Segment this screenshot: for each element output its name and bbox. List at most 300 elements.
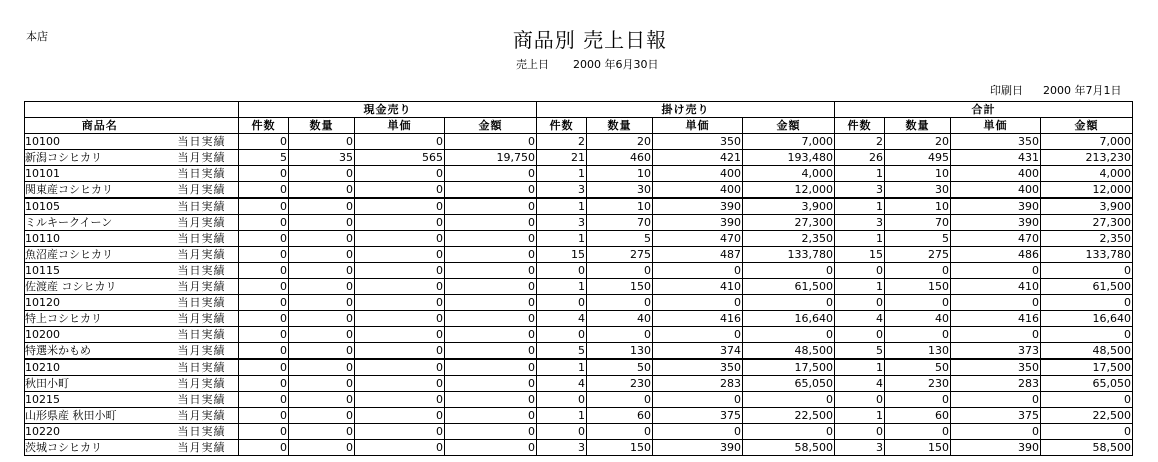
value-total-count: 1	[835, 279, 885, 295]
value-total-amount: 27,300	[1041, 215, 1133, 231]
value-cash-unit-price: 0	[355, 440, 445, 456]
result-kind: 当日実績	[175, 198, 239, 215]
value-credit-amount: 22,500	[743, 408, 835, 424]
value-total-count: 3	[835, 215, 885, 231]
value-credit-unit-price: 390	[653, 198, 743, 215]
value-credit-unit-price: 350	[653, 359, 743, 376]
value-total-unit-price: 0	[951, 392, 1041, 408]
product-name: 新潟コシヒカリ	[25, 150, 175, 166]
result-kind: 当日実績	[175, 295, 239, 311]
value-cash-amount: 19,750	[445, 150, 537, 166]
value-cash-unit-price: 0	[355, 215, 445, 231]
print-date-label: 印刷日	[990, 84, 1023, 97]
value-credit-count: 1	[537, 279, 587, 295]
value-total-count: 0	[835, 263, 885, 279]
value-total-count: 15	[835, 247, 885, 263]
value-credit-amount: 4,000	[743, 166, 835, 182]
result-kind: 当月実績	[175, 440, 239, 456]
sub-header-credit-qty: 数量	[587, 118, 653, 134]
value-total-unit-price: 0	[951, 424, 1041, 440]
value-cash-qty: 0	[289, 343, 355, 360]
product-code: 10210	[25, 359, 175, 376]
value-cash-count: 0	[239, 263, 289, 279]
sub-header-total-amount: 金額	[1041, 118, 1133, 134]
value-credit-qty: 50	[587, 359, 653, 376]
table-row	[25, 440, 1133, 456]
value-total-count: 3	[835, 440, 885, 456]
table-row	[25, 359, 1133, 376]
value-credit-amount: 58,500	[743, 440, 835, 456]
value-credit-unit-price: 390	[653, 215, 743, 231]
value-credit-count: 21	[537, 150, 587, 166]
value-cash-amount: 0	[445, 376, 537, 392]
value-total-amount: 12,000	[1041, 182, 1133, 199]
value-total-amount: 58,500	[1041, 440, 1133, 456]
value-cash-amount: 0	[445, 263, 537, 279]
product-code: 10220	[25, 424, 175, 440]
value-total-amount: 3,900	[1041, 198, 1133, 215]
value-cash-qty: 0	[289, 440, 355, 456]
value-total-amount: 48,500	[1041, 343, 1133, 360]
table-row	[25, 376, 1133, 392]
sub-header-row	[25, 118, 1133, 134]
store-name: 本店	[26, 30, 48, 43]
value-credit-unit-price: 410	[653, 279, 743, 295]
value-credit-qty: 230	[587, 376, 653, 392]
value-credit-count: 1	[537, 408, 587, 424]
product-name: ミルキークイーン	[25, 215, 175, 231]
value-cash-amount: 0	[445, 343, 537, 360]
value-cash-count: 0	[239, 408, 289, 424]
table-row	[25, 150, 1133, 166]
value-total-unit-price: 375	[951, 408, 1041, 424]
value-total-amount: 16,640	[1041, 311, 1133, 327]
value-cash-amount: 0	[445, 182, 537, 199]
value-total-amount: 213,230	[1041, 150, 1133, 166]
result-kind: 当日実績	[175, 166, 239, 182]
value-credit-amount: 16,640	[743, 311, 835, 327]
value-cash-qty: 0	[289, 327, 355, 343]
value-credit-qty: 0	[587, 295, 653, 311]
value-cash-count: 0	[239, 166, 289, 182]
value-cash-qty: 0	[289, 295, 355, 311]
value-cash-unit-price: 0	[355, 392, 445, 408]
group-header-credit: 掛け売り	[537, 102, 835, 118]
value-credit-unit-price: 416	[653, 311, 743, 327]
value-total-count: 1	[835, 408, 885, 424]
table-row	[25, 279, 1133, 295]
value-cash-unit-price: 0	[355, 295, 445, 311]
value-credit-qty: 20	[587, 134, 653, 150]
value-cash-count: 5	[239, 150, 289, 166]
product-name-header: 商品名	[25, 118, 175, 134]
table-row	[25, 408, 1133, 424]
value-credit-amount: 27,300	[743, 215, 835, 231]
value-total-count: 4	[835, 376, 885, 392]
value-credit-count: 1	[537, 198, 587, 215]
value-credit-count: 5	[537, 343, 587, 360]
value-total-qty: 5	[885, 231, 951, 247]
value-credit-qty: 70	[587, 215, 653, 231]
value-credit-unit-price: 470	[653, 231, 743, 247]
result-kind: 当月実績	[175, 150, 239, 166]
value-credit-count: 1	[537, 359, 587, 376]
table-row	[25, 311, 1133, 327]
blank-header	[25, 102, 239, 118]
value-cash-qty: 0	[289, 182, 355, 199]
value-cash-count: 0	[239, 215, 289, 231]
value-credit-amount: 0	[743, 424, 835, 440]
value-total-count: 1	[835, 359, 885, 376]
value-cash-qty: 0	[289, 311, 355, 327]
value-total-amount: 17,500	[1041, 359, 1133, 376]
value-total-count: 1	[835, 231, 885, 247]
value-total-amount: 4,000	[1041, 166, 1133, 182]
product-code: 10101	[25, 166, 175, 182]
product-code: 10105	[25, 198, 175, 215]
value-credit-unit-price: 0	[653, 424, 743, 440]
product-name: 特選米かもめ	[25, 343, 175, 360]
value-credit-unit-price: 375	[653, 408, 743, 424]
value-cash-qty: 0	[289, 279, 355, 295]
table-row	[25, 182, 1133, 199]
value-total-qty: 0	[885, 295, 951, 311]
value-credit-qty: 130	[587, 343, 653, 360]
product-name: 佐渡産 コシヒカリ	[25, 279, 175, 295]
value-credit-qty: 275	[587, 247, 653, 263]
value-credit-qty: 0	[587, 392, 653, 408]
kind-header	[175, 118, 239, 134]
value-cash-unit-price: 0	[355, 327, 445, 343]
result-kind: 当日実績	[175, 392, 239, 408]
value-credit-count: 3	[537, 440, 587, 456]
value-cash-count: 0	[239, 295, 289, 311]
value-total-unit-price: 373	[951, 343, 1041, 360]
value-total-count: 0	[835, 424, 885, 440]
value-cash-unit-price: 0	[355, 376, 445, 392]
value-total-unit-price: 416	[951, 311, 1041, 327]
value-cash-amount: 0	[445, 327, 537, 343]
value-total-unit-price: 0	[951, 327, 1041, 343]
result-kind: 当月実績	[175, 343, 239, 360]
value-total-unit-price: 390	[951, 198, 1041, 215]
value-total-qty: 230	[885, 376, 951, 392]
value-credit-amount: 0	[743, 327, 835, 343]
value-cash-amount: 0	[445, 134, 537, 150]
value-cash-amount: 0	[445, 279, 537, 295]
value-credit-count: 0	[537, 392, 587, 408]
value-cash-count: 0	[239, 279, 289, 295]
table-row	[25, 134, 1133, 150]
result-kind: 当月実績	[175, 182, 239, 199]
sale-date-label: 売上日	[516, 58, 549, 71]
value-cash-count: 0	[239, 424, 289, 440]
value-total-unit-price: 283	[951, 376, 1041, 392]
product-name: 山形県産 秋田小町	[25, 408, 175, 424]
sub-header-total-count: 件数	[835, 118, 885, 134]
sub-header-cash-qty: 数量	[289, 118, 355, 134]
value-credit-amount: 61,500	[743, 279, 835, 295]
value-cash-amount: 0	[445, 408, 537, 424]
sales-report-table	[24, 101, 1133, 456]
sub-header-cash-count: 件数	[239, 118, 289, 134]
group-header-row	[25, 102, 1133, 118]
value-total-qty: 495	[885, 150, 951, 166]
result-kind: 当月実績	[175, 408, 239, 424]
product-name: 茨城コシヒカリ	[25, 440, 175, 456]
print-date	[990, 82, 1122, 98]
value-cash-unit-price: 0	[355, 134, 445, 150]
sub-header-total-qty: 数量	[885, 118, 951, 134]
result-kind: 当月実績	[175, 279, 239, 295]
value-cash-amount: 0	[445, 295, 537, 311]
value-total-count: 26	[835, 150, 885, 166]
value-credit-amount: 2,350	[743, 231, 835, 247]
value-cash-amount: 0	[445, 166, 537, 182]
value-total-amount: 65,050	[1041, 376, 1133, 392]
value-total-amount: 0	[1041, 327, 1133, 343]
product-name: 魚沼産コシヒカリ	[25, 247, 175, 263]
value-credit-unit-price: 283	[653, 376, 743, 392]
value-total-qty: 0	[885, 263, 951, 279]
value-credit-count: 0	[537, 263, 587, 279]
value-total-amount: 2,350	[1041, 231, 1133, 247]
value-credit-qty: 150	[587, 440, 653, 456]
value-cash-amount: 0	[445, 198, 537, 215]
value-total-qty: 0	[885, 424, 951, 440]
value-cash-amount: 0	[445, 424, 537, 440]
table-row	[25, 424, 1133, 440]
group-header-cash: 現金売り	[239, 102, 537, 118]
value-total-qty: 150	[885, 279, 951, 295]
value-credit-amount: 3,900	[743, 198, 835, 215]
result-kind: 当日実績	[175, 359, 239, 376]
value-cash-count: 0	[239, 392, 289, 408]
value-total-qty: 30	[885, 182, 951, 199]
value-credit-qty: 10	[587, 198, 653, 215]
value-credit-count: 4	[537, 376, 587, 392]
value-cash-amount: 0	[445, 440, 537, 456]
product-name: 関東産コシヒカリ	[25, 182, 175, 199]
product-name: 秋田小町	[25, 376, 175, 392]
value-credit-amount: 48,500	[743, 343, 835, 360]
value-total-amount: 22,500	[1041, 408, 1133, 424]
value-cash-count: 0	[239, 134, 289, 150]
value-total-count: 2	[835, 134, 885, 150]
value-cash-unit-price: 0	[355, 198, 445, 215]
result-kind: 当日実績	[175, 134, 239, 150]
print-date-value: 2000 年7月1日	[1043, 84, 1122, 97]
value-credit-qty: 40	[587, 311, 653, 327]
value-total-count: 1	[835, 166, 885, 182]
value-total-unit-price: 0	[951, 263, 1041, 279]
value-credit-unit-price: 374	[653, 343, 743, 360]
value-credit-amount: 17,500	[743, 359, 835, 376]
value-credit-amount: 0	[743, 295, 835, 311]
value-total-unit-price: 390	[951, 215, 1041, 231]
value-total-count: 5	[835, 343, 885, 360]
value-cash-unit-price: 0	[355, 231, 445, 247]
value-credit-unit-price: 390	[653, 440, 743, 456]
value-credit-unit-price: 421	[653, 150, 743, 166]
value-cash-unit-price: 0	[355, 247, 445, 263]
value-cash-unit-price: 0	[355, 424, 445, 440]
value-credit-amount: 193,480	[743, 150, 835, 166]
value-total-unit-price: 350	[951, 134, 1041, 150]
value-cash-amount: 0	[445, 231, 537, 247]
value-cash-amount: 0	[445, 392, 537, 408]
value-total-unit-price: 0	[951, 295, 1041, 311]
value-total-qty: 275	[885, 247, 951, 263]
value-total-qty: 20	[885, 134, 951, 150]
value-cash-count: 0	[239, 359, 289, 376]
product-code: 10200	[25, 327, 175, 343]
table-row	[25, 215, 1133, 231]
value-cash-qty: 0	[289, 424, 355, 440]
report-body	[25, 134, 1133, 456]
value-total-qty: 60	[885, 408, 951, 424]
value-cash-count: 0	[239, 376, 289, 392]
value-cash-qty: 0	[289, 408, 355, 424]
value-credit-qty: 0	[587, 263, 653, 279]
value-cash-qty: 0	[289, 392, 355, 408]
sale-date	[516, 56, 659, 72]
value-credit-amount: 0	[743, 263, 835, 279]
table-row	[25, 343, 1133, 360]
value-cash-amount: 0	[445, 359, 537, 376]
value-cash-unit-price: 0	[355, 408, 445, 424]
value-cash-qty: 35	[289, 150, 355, 166]
value-total-unit-price: 400	[951, 166, 1041, 182]
table-row	[25, 327, 1133, 343]
value-cash-unit-price: 0	[355, 182, 445, 199]
value-cash-qty: 0	[289, 247, 355, 263]
value-total-qty: 10	[885, 198, 951, 215]
value-total-amount: 0	[1041, 392, 1133, 408]
value-cash-amount: 0	[445, 215, 537, 231]
value-cash-amount: 0	[445, 311, 537, 327]
value-credit-count: 0	[537, 295, 587, 311]
value-cash-qty: 0	[289, 263, 355, 279]
value-cash-qty: 0	[289, 215, 355, 231]
value-total-count: 4	[835, 311, 885, 327]
sub-header-cash-unit-price: 単価	[355, 118, 445, 134]
sub-header-credit-unit-price: 単価	[653, 118, 743, 134]
value-credit-count: 1	[537, 231, 587, 247]
value-credit-qty: 0	[587, 327, 653, 343]
group-header-total: 合計	[835, 102, 1133, 118]
value-cash-qty: 0	[289, 198, 355, 215]
sale-date-value: 2000 年6月30日	[573, 58, 659, 71]
value-cash-unit-price: 0	[355, 359, 445, 376]
value-credit-count: 3	[537, 182, 587, 199]
value-credit-amount: 0	[743, 392, 835, 408]
result-kind: 当日実績	[175, 263, 239, 279]
value-total-qty: 0	[885, 327, 951, 343]
value-credit-unit-price: 0	[653, 327, 743, 343]
value-total-count: 0	[835, 295, 885, 311]
value-total-unit-price: 350	[951, 359, 1041, 376]
value-total-qty: 130	[885, 343, 951, 360]
product-code: 10110	[25, 231, 175, 247]
product-code: 10115	[25, 263, 175, 279]
sub-header-credit-count: 件数	[537, 118, 587, 134]
value-credit-count: 15	[537, 247, 587, 263]
table-row	[25, 295, 1133, 311]
value-credit-qty: 5	[587, 231, 653, 247]
value-total-count: 0	[835, 327, 885, 343]
value-cash-unit-price: 0	[355, 311, 445, 327]
value-cash-count: 0	[239, 182, 289, 199]
value-credit-unit-price: 400	[653, 166, 743, 182]
value-total-count: 3	[835, 182, 885, 199]
value-credit-amount: 12,000	[743, 182, 835, 199]
sub-header-cash-amount: 金額	[445, 118, 537, 134]
value-cash-count: 0	[239, 440, 289, 456]
value-total-amount: 0	[1041, 424, 1133, 440]
value-credit-count: 1	[537, 166, 587, 182]
value-cash-count: 0	[239, 247, 289, 263]
value-cash-qty: 0	[289, 166, 355, 182]
value-cash-unit-price: 565	[355, 150, 445, 166]
value-total-unit-price: 470	[951, 231, 1041, 247]
sub-header-total-unit-price: 単価	[951, 118, 1041, 134]
value-cash-qty: 0	[289, 359, 355, 376]
table-row	[25, 392, 1133, 408]
table-row	[25, 247, 1133, 263]
result-kind: 当月実績	[175, 311, 239, 327]
product-code: 10100	[25, 134, 175, 150]
value-credit-qty: 460	[587, 150, 653, 166]
sub-header-credit-amount: 金額	[743, 118, 835, 134]
product-name: 特上コシヒカリ	[25, 311, 175, 327]
value-cash-unit-price: 0	[355, 279, 445, 295]
value-total-qty: 10	[885, 166, 951, 182]
value-credit-qty: 0	[587, 424, 653, 440]
value-cash-qty: 0	[289, 231, 355, 247]
value-total-qty: 0	[885, 392, 951, 408]
value-total-count: 1	[835, 198, 885, 215]
value-credit-count: 3	[537, 215, 587, 231]
value-cash-unit-price: 0	[355, 166, 445, 182]
result-kind: 当月実績	[175, 247, 239, 263]
value-total-unit-price: 400	[951, 182, 1041, 199]
value-credit-unit-price: 487	[653, 247, 743, 263]
value-cash-qty: 0	[289, 376, 355, 392]
value-credit-count: 0	[537, 424, 587, 440]
value-cash-count: 0	[239, 311, 289, 327]
value-cash-amount: 0	[445, 247, 537, 263]
value-total-count: 0	[835, 392, 885, 408]
value-cash-qty: 0	[289, 134, 355, 150]
value-total-amount: 133,780	[1041, 247, 1133, 263]
value-credit-amount: 133,780	[743, 247, 835, 263]
value-total-qty: 70	[885, 215, 951, 231]
value-total-amount: 0	[1041, 295, 1133, 311]
value-credit-unit-price: 400	[653, 182, 743, 199]
product-code: 10215	[25, 392, 175, 408]
value-credit-count: 2	[537, 134, 587, 150]
value-credit-count: 0	[537, 327, 587, 343]
value-cash-count: 0	[239, 198, 289, 215]
value-credit-qty: 30	[587, 182, 653, 199]
value-credit-qty: 60	[587, 408, 653, 424]
table-row	[25, 263, 1133, 279]
value-total-amount: 0	[1041, 263, 1133, 279]
result-kind: 当日実績	[175, 424, 239, 440]
value-total-amount: 61,500	[1041, 279, 1133, 295]
result-kind: 当日実績	[175, 327, 239, 343]
